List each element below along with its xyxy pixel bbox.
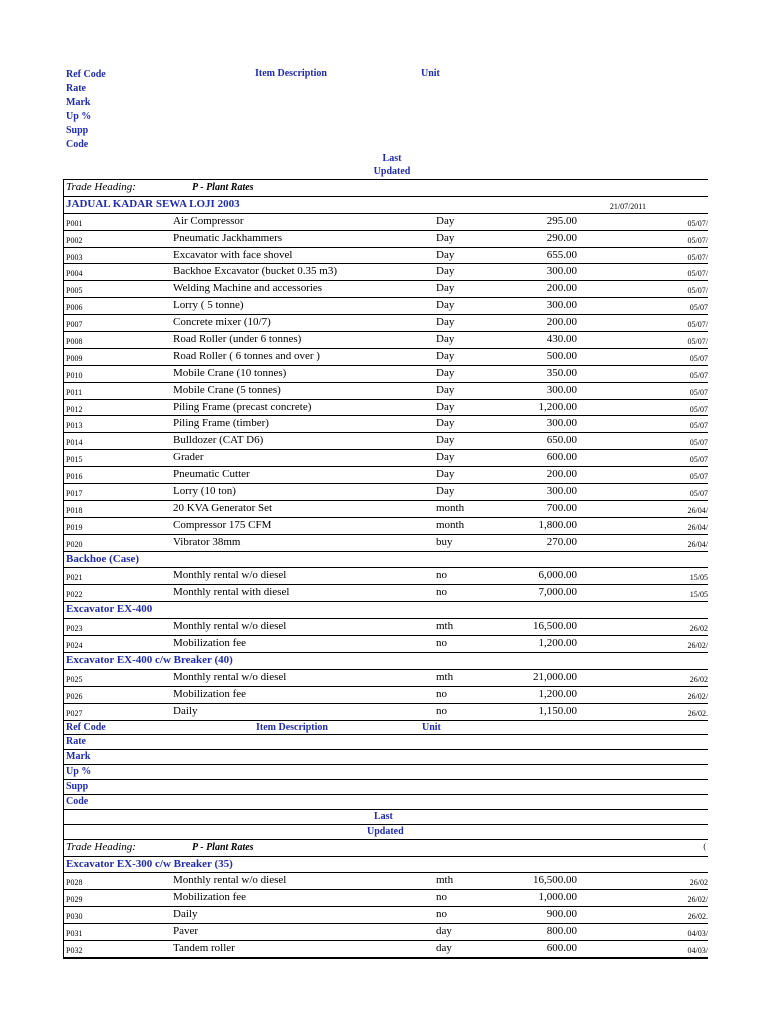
- cell-date: 26/04/: [687, 522, 708, 532]
- table-row: [64, 704, 708, 721]
- cell-code: P010: [66, 370, 83, 380]
- cell-date: 26/04/: [687, 539, 708, 549]
- cell-date: 04/03/: [687, 929, 708, 939]
- cell-rate: 500.00: [546, 349, 577, 362]
- cell-unit: no: [436, 891, 447, 904]
- cell-desc: Road Roller (under 6 tonnes): [173, 333, 302, 346]
- cell-rate: 300.00: [546, 299, 577, 312]
- cell-desc: Paver: [173, 925, 199, 938]
- group-backhoe: [64, 552, 708, 569]
- cell-desc: Piling Frame (timber): [173, 417, 269, 430]
- cell-unit: no: [436, 704, 447, 717]
- cell-unit: day: [436, 941, 452, 954]
- hdr-supp: Supp: [66, 125, 89, 136]
- cell-desc: Daily: [173, 704, 198, 717]
- column-header-repeat: [64, 721, 708, 840]
- cell-date: 05/07: [689, 370, 708, 380]
- cell-code: P022: [66, 590, 83, 600]
- table-row: [64, 636, 708, 653]
- trade-heading-label: Trade Heading:: [66, 181, 136, 193]
- section5-rows: [64, 873, 708, 957]
- cell-rate: 1,800.00: [538, 518, 577, 531]
- cell-rate: 1,000.00: [538, 891, 577, 904]
- cell-desc: Bulldozer (CAT D6): [173, 434, 264, 447]
- table-row: [64, 416, 708, 433]
- cell-unit: mth: [436, 874, 454, 887]
- hdr-supp: Supp: [66, 781, 89, 793]
- cell-desc: Vibrator 38mm: [173, 535, 241, 548]
- cell-date: 26/02: [689, 674, 708, 684]
- hdr-last: Last: [374, 810, 393, 822]
- cell-desc: Backhoe Excavator (bucket 0.35 m3): [173, 265, 338, 278]
- cell-desc: Daily: [173, 908, 198, 921]
- table-row: [64, 214, 708, 231]
- cell-desc: Welding Machine and accessories: [173, 282, 323, 295]
- table-row: [64, 568, 708, 585]
- cell-unit: Day: [436, 214, 455, 227]
- cell-unit: mth: [436, 620, 454, 633]
- cell-desc: Monthly rental with diesel: [173, 586, 290, 599]
- cell-unit: no: [436, 569, 447, 582]
- group-excavator-ex400-breaker: [64, 653, 708, 670]
- cell-rate: 600.00: [546, 941, 577, 954]
- hdr-unit: Unit: [421, 68, 440, 79]
- section2-rows: [64, 568, 708, 602]
- trade-heading: [64, 180, 708, 197]
- table-row: [64, 535, 708, 552]
- cell-unit: Day: [436, 299, 455, 312]
- cell-code: P026: [66, 691, 83, 701]
- cell-rate: 290.00: [546, 231, 577, 244]
- cell-code: P032: [66, 945, 83, 955]
- cell-unit: Day: [436, 485, 455, 498]
- hdr-code: Code: [66, 795, 89, 807]
- cell-unit: Day: [436, 400, 455, 413]
- cell-date: 05/07/: [687, 286, 708, 296]
- cell-unit: no: [436, 586, 447, 599]
- cell-desc: Compressor 175 CFM: [173, 518, 272, 531]
- cell-rate: 200.00: [546, 468, 577, 481]
- table-row: [64, 248, 708, 265]
- cell-unit: no: [436, 637, 447, 650]
- cell-desc: Lorry ( 5 tonne): [173, 299, 244, 312]
- cell-unit: buy: [436, 535, 453, 548]
- table-row: [64, 687, 708, 704]
- table-row: [64, 585, 708, 602]
- hdr-mark: Mark: [66, 751, 91, 763]
- cell-rate: 1,200.00: [538, 687, 577, 700]
- cell-code: P015: [66, 455, 83, 465]
- cell-date: 05/07: [689, 489, 708, 499]
- table-row: [64, 450, 708, 467]
- cell-rate: 800.00: [546, 925, 577, 938]
- hdr-up: Up %: [66, 766, 92, 778]
- cell-code: P018: [66, 505, 83, 515]
- hdr-rate: Rate: [66, 83, 86, 94]
- cell-date: 15/05: [689, 573, 708, 583]
- table-row: [64, 366, 708, 383]
- cell-desc: Piling Frame (precast concrete): [173, 400, 312, 413]
- hdr-unit: Unit: [422, 721, 441, 733]
- cell-unit: Day: [436, 265, 455, 278]
- cell-date: 05/07/: [687, 337, 708, 347]
- rates-table-1: [63, 179, 708, 959]
- cell-unit: Day: [436, 333, 455, 346]
- cell-date: 05/07: [689, 303, 708, 313]
- column-header-top: [66, 68, 706, 177]
- hdr-mark: Mark: [66, 97, 91, 108]
- cell-date: 26/02/: [687, 895, 708, 905]
- cell-desc: Mobile Crane (10 tonnes): [173, 366, 287, 379]
- cell-date: 05/07: [689, 387, 708, 397]
- cell-unit: day: [436, 925, 452, 938]
- cell-desc: Concrete mixer (10/7): [173, 316, 271, 329]
- cell-date: 05/07/: [687, 269, 708, 279]
- cell-rate: 300.00: [546, 383, 577, 396]
- cell-code: P031: [66, 929, 83, 939]
- hdr-updated: Updated: [373, 166, 411, 177]
- cell-date: 05/07/: [687, 235, 708, 245]
- cell-unit: Day: [436, 282, 455, 295]
- table-row: [64, 467, 708, 484]
- cell-code: P001: [66, 218, 83, 228]
- cell-date: 05/07: [689, 421, 708, 431]
- table-row: [64, 907, 708, 924]
- hdr-up: Up %: [66, 111, 92, 122]
- cell-rate: 300.00: [546, 485, 577, 498]
- cell-desc: Excavator with face shovel: [173, 248, 293, 261]
- cell-code: P021: [66, 573, 83, 583]
- cell-date: 26/02: [689, 624, 708, 634]
- cell-code: P007: [66, 320, 83, 330]
- hdr-ref-code: Ref Code: [66, 69, 106, 80]
- cell-rate: 1,150.00: [538, 704, 577, 717]
- cell-desc: Air Compressor: [173, 214, 244, 227]
- table-row: [64, 924, 708, 941]
- cell-desc: Mobilization fee: [173, 891, 247, 904]
- table-row: [64, 501, 708, 518]
- cell-rate: 295.00: [546, 214, 577, 227]
- cell-date: 04/03/: [687, 945, 708, 955]
- cell-rate: 16,500.00: [533, 620, 577, 633]
- cell-code: P027: [66, 708, 83, 718]
- cell-rate: 1,200.00: [538, 637, 577, 650]
- cell-code: P024: [66, 641, 83, 651]
- group-title: Excavator EX-400 c/w Breaker (40): [66, 653, 233, 666]
- table-row: [64, 619, 708, 636]
- cell-unit: Day: [436, 434, 455, 447]
- cell-date: 26/02: [689, 878, 708, 888]
- hdr-item-description: Item Description: [256, 721, 328, 733]
- section4-rows: [64, 670, 708, 721]
- cell-rate: 6,000.00: [538, 569, 577, 582]
- cell-code: P017: [66, 489, 83, 499]
- cell-rate: 350.00: [546, 366, 577, 379]
- cell-date: 05/07/: [687, 218, 708, 228]
- cell-desc: Monthly rental w/o diesel: [173, 620, 287, 633]
- hdr-ref-code: Ref Code: [66, 721, 106, 733]
- cell-unit: Day: [436, 468, 455, 481]
- group-jadual: [64, 197, 708, 214]
- cell-code: P003: [66, 252, 83, 262]
- trade-heading-value: P - Plant Rates: [192, 841, 254, 853]
- cell-unit: Day: [436, 248, 455, 261]
- cell-unit: no: [436, 687, 447, 700]
- cell-desc: Lorry (10 ton): [173, 485, 236, 498]
- table-row: [64, 941, 708, 958]
- cell-date: 05/07: [689, 404, 708, 414]
- table-row: [64, 315, 708, 332]
- cell-date: 26/04/: [687, 505, 708, 515]
- cell-unit: Day: [436, 417, 455, 430]
- cell-date: 05/07: [689, 438, 708, 448]
- cell-unit: Day: [436, 451, 455, 464]
- cell-unit: Day: [436, 231, 455, 244]
- cell-rate: 300.00: [546, 417, 577, 430]
- cell-rate: 21,000.00: [533, 670, 577, 683]
- cell-code: P013: [66, 421, 83, 431]
- cell-rate: 655.00: [546, 248, 577, 261]
- cell-code: P011: [66, 387, 83, 397]
- cell-rate: 200.00: [546, 282, 577, 295]
- cell-unit: Day: [436, 383, 455, 396]
- cell-unit: month: [436, 501, 465, 514]
- table-row: [64, 873, 708, 890]
- cell-code: P019: [66, 522, 83, 532]
- hdr-item-description: Item Description: [255, 68, 327, 79]
- cell-code: P020: [66, 539, 83, 549]
- cell-rate: 7,000.00: [538, 586, 577, 599]
- trade-heading-label: Trade Heading:: [66, 840, 136, 853]
- section1-rows: [64, 214, 708, 552]
- cell-desc: Pneumatic Jackhammers: [173, 231, 283, 244]
- cell-date: 05/07: [689, 472, 708, 482]
- group-title: Excavator EX-300 c/w Breaker (35): [66, 857, 233, 870]
- cell-desc: Monthly rental w/o diesel: [173, 874, 287, 887]
- hdr-rate: Rate: [66, 736, 86, 748]
- cell-desc: Tandem roller: [173, 941, 235, 954]
- cell-code: P025: [66, 674, 83, 684]
- cell-rate: 200.00: [546, 316, 577, 329]
- cell-desc: Monthly rental w/o diesel: [173, 670, 287, 683]
- cell-rate: 650.00: [546, 434, 577, 447]
- trade-heading-value: P - Plant Rates: [192, 182, 254, 193]
- table-row: [64, 332, 708, 349]
- cell-desc: 20 KVA Generator Set: [173, 501, 273, 514]
- cell-rate: 600.00: [546, 451, 577, 464]
- table-row: [64, 433, 708, 450]
- cell-code: P014: [66, 438, 83, 448]
- hdr-code: Code: [66, 139, 89, 150]
- group-date: 21/07/2011: [609, 201, 646, 211]
- cell-date: 26/02.: [687, 708, 708, 718]
- cell-rate: 700.00: [546, 501, 577, 514]
- cell-rate: 900.00: [546, 908, 577, 921]
- cell-date: 26/02.: [687, 912, 708, 922]
- cell-desc: Road Roller ( 6 tonnes and over ): [173, 349, 320, 362]
- cell-date: 05/07/: [687, 320, 708, 330]
- cell-code: P009: [66, 353, 83, 363]
- cell-desc: Mobilization fee: [173, 687, 247, 700]
- section3-rows: [64, 619, 708, 653]
- group-excavator-ex300-breaker: [64, 857, 708, 874]
- cell-code: P012: [66, 404, 83, 414]
- cell-code: P004: [66, 269, 83, 279]
- table-row: [64, 298, 708, 315]
- cell-date: 26/02/: [687, 691, 708, 701]
- cell-code: P028: [66, 878, 83, 888]
- trade-heading-2: [64, 840, 708, 857]
- table-row: [64, 670, 708, 687]
- cell-desc: Monthly rental w/o diesel: [173, 569, 287, 582]
- cell-desc: Grader: [173, 451, 204, 464]
- cell-rate: 430.00: [546, 333, 577, 346]
- cell-desc: Pneumatic Cutter: [173, 468, 250, 481]
- table-row: [64, 484, 708, 501]
- cell-date: 15/05: [689, 590, 708, 600]
- cell-unit: Day: [436, 349, 455, 362]
- cell-code: P023: [66, 624, 83, 634]
- table-row: [64, 231, 708, 248]
- table-row: [64, 383, 708, 400]
- cell-unit: Day: [436, 366, 455, 379]
- cell-unit: no: [436, 908, 447, 921]
- group-title: Backhoe (Case): [66, 552, 140, 565]
- group-excavator-ex400: [64, 602, 708, 619]
- table-row: [64, 890, 708, 907]
- table-row: [64, 400, 708, 417]
- cell-date: 05/07/: [687, 252, 708, 262]
- table-row: [64, 349, 708, 366]
- cell-code: P002: [66, 235, 83, 245]
- cell-date: 05/07: [689, 455, 708, 465]
- cell-code: P029: [66, 895, 83, 905]
- cell-code: P008: [66, 337, 83, 347]
- cell-rate: 270.00: [546, 535, 577, 548]
- hdr-last: Last: [382, 153, 402, 164]
- cell-code: P016: [66, 472, 83, 482]
- cell-desc: Mobilization fee: [173, 637, 247, 650]
- cell-unit: month: [436, 518, 465, 531]
- cell-desc: Mobile Crane (5 tonnes): [173, 383, 281, 396]
- cell-date: 26/02/: [687, 641, 708, 651]
- table-row: [64, 281, 708, 298]
- group-title: Excavator EX-400: [66, 603, 153, 616]
- trade-heading-right: (: [703, 841, 706, 851]
- group-title: JADUAL KADAR SEWA LOJI 2003: [66, 197, 240, 210]
- cell-unit: Day: [436, 316, 455, 329]
- cell-rate: 16,500.00: [533, 874, 577, 887]
- cell-code: P030: [66, 912, 83, 922]
- cell-rate: 300.00: [546, 265, 577, 278]
- table-row: [64, 264, 708, 281]
- table-row: [64, 518, 708, 535]
- cell-date: 05/07: [689, 353, 708, 363]
- hdr-updated: Updated: [367, 825, 404, 837]
- cell-code: P006: [66, 303, 83, 313]
- cell-unit: mth: [436, 670, 454, 683]
- cell-code: P005: [66, 286, 83, 296]
- cell-rate: 1,200.00: [538, 400, 577, 413]
